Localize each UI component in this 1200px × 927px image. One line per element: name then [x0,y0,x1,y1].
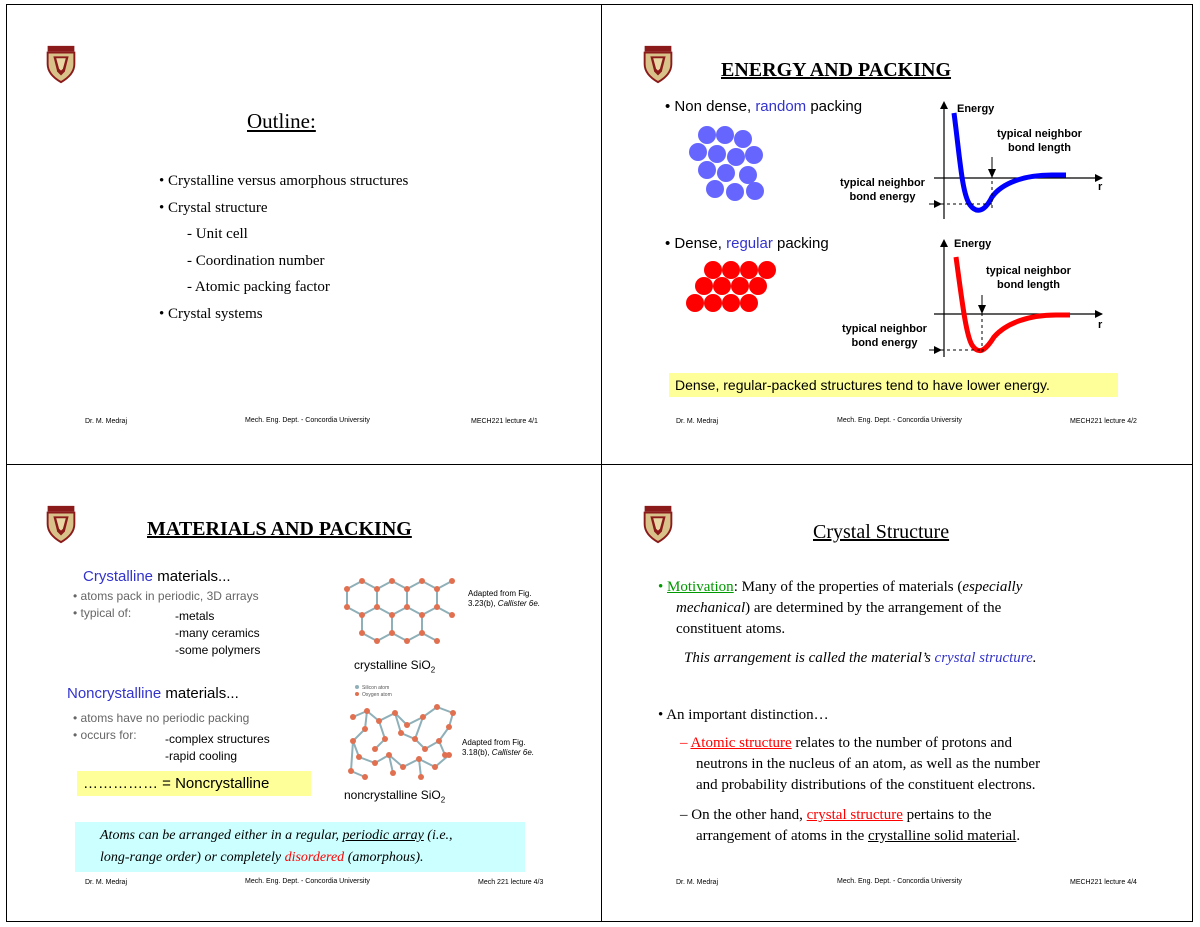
r-axis-label: r [1098,181,1103,193]
bond-energy-label [842,322,927,350]
footer-author: Dr. M. Medraj [85,879,128,886]
crystal-text: . [1016,828,1021,844]
slide-outline [6,4,602,465]
footer-author: Dr. M. Medraj [676,879,719,886]
university-logo [44,503,78,545]
noncrystalline-sio2-diagram [345,697,465,781]
crystalline-heading [83,568,231,585]
energy-graph-random [834,99,1104,224]
adapted-source: Callister 6e. [491,748,535,757]
distinction-text: An important distinction… [666,707,829,723]
noncrystalline-point: • occurs for: [73,728,137,742]
outline-subitem: - Coordination number [187,252,325,269]
motivation-italic: mechanical [676,600,746,616]
motivation-text: : Many of the properties of materials ( [733,579,963,595]
summary-disordered: disordered [284,850,345,865]
slide-energy-packing [601,4,1193,465]
motivation-text: ) are determined by the arrangement of the [745,600,1002,616]
motivation-text: constituent atoms. [676,621,786,637]
summary-text: long-range order) or completely [100,850,285,865]
slide-title: Outline: [247,109,316,133]
footer-dept: Mech. Eng. Dept. - Concordia University [837,878,962,885]
slide-title: MATERIALS AND PACKING [147,518,412,540]
nondense-post: packing [806,98,863,115]
adapted-source: Callister 6e. [497,599,541,608]
crystal-text: arrangement of atoms in the [696,828,869,844]
crystalline-point: • typical of: [73,606,132,620]
noncrystalline-highlight: …………… = Noncrystalline [77,771,311,796]
adapted-line: Adapted from Fig. [462,738,526,747]
atomic-text: neutrons in the nucleus of an atom, as well as the number [696,756,1041,772]
crystalline-accent: Crystalline [83,568,154,585]
nondense-heading [665,98,862,115]
slide-materials-packing [6,464,602,922]
arrangement-accent: crystal structure [934,650,1033,666]
legend-silicon: Silicon atom [362,685,390,691]
bond-length-label [997,127,1082,155]
slide-title: Crystal Structure [813,521,950,543]
nondense-accent: random [755,98,807,115]
occurs-item: -complex structures [165,732,270,746]
typical-item: -metals [175,609,215,623]
summary-box [75,822,525,872]
energy-axis-label: Energy [954,238,992,250]
adapted-line: 3.18(b), [462,748,492,757]
footer-page: Mech 221 lecture 4/3 [478,879,544,886]
bond-energy-line2: bond energy [849,191,916,203]
crystal-text: pertains to the [902,807,992,823]
bond-length-line2: bond length [1008,142,1071,154]
outline-item: • Crystalline versus amorphous structures [159,173,409,189]
atomic-dash: – [680,735,691,751]
noncrystalline-for-list [165,731,270,765]
bond-energy-line1: typical neighbor [842,323,927,335]
crystalline-post: materials... [153,568,231,585]
footer-dept: Mech. Eng. Dept. - Concordia University [245,878,370,885]
summary-text: Atoms can be arranged either in a regular, [100,828,343,843]
footer-page: MECH221 lecture 4/4 [1070,879,1137,886]
footer-dept: Mech. Eng. Dept. - Concordia University [837,417,962,424]
typical-item: -many ceramics [175,626,260,640]
motivation-italic: especially [962,579,1023,595]
caption-text: noncrystalline SiO [344,788,441,802]
adapted-line: Adapted from Fig. [468,589,532,598]
university-logo [641,503,675,545]
atomic-term: Atomic structure [690,735,792,751]
crystalline-point: • atoms pack in periodic, 3D arrays [73,589,259,603]
arrangement-text: . [1032,650,1037,666]
nondense-pre: • Non dense, [665,98,756,115]
bond-length-line2: bond length [997,279,1060,291]
noncrystalline-post: materials... [161,685,239,702]
bond-length-line1: typical neighbor [986,265,1071,277]
noncrystalline-point: • atoms have no periodic packing [73,711,250,725]
footer-dept: Mech. Eng. Dept. - Concordia University [245,417,370,424]
caption-sub: 2 [440,795,446,805]
highlight-note: Dense, regular-packed structures tend to have lower energy. [669,373,1118,397]
crystal-structure-paragraph [680,805,1020,847]
adapted-note-1 [468,589,540,609]
arrangement-line [684,650,1036,667]
outline-subitem: - Unit cell [187,226,248,242]
university-logo [641,43,675,85]
crystalline-sio2-diagram [337,569,463,649]
outline-item: • Crystal structure [159,199,268,216]
bond-energy-line1: typical neighbor [840,177,925,189]
summary-periodic: periodic array [342,828,424,843]
atomic-text: and probability distributions of the constituent electrons. [696,777,1036,793]
crystal-underlined: crystalline solid material [868,828,1017,844]
dense-accent: regular [726,235,773,252]
distinction-heading: • An important distinction… [658,707,829,723]
regular-packing-diagram [686,260,778,318]
summary-text: (amorphous). [344,850,424,865]
outline-list [159,168,408,327]
legend-oxygen: Oxygen atom [362,692,392,698]
crystal-term: crystal structure [806,807,903,823]
footer-author: Dr. M. Medraj [85,418,128,425]
crystalline-typical-list [175,608,260,659]
adapted-note-2 [462,738,534,758]
atomic-structure-paragraph [680,733,1040,796]
dense-heading [665,235,829,252]
bond-length-line1: typical neighbor [997,128,1082,140]
university-logo [44,43,78,85]
r-axis-label: r [1098,319,1103,331]
slide-crystal-structure [601,464,1193,922]
outline-item: • Crystal systems [159,305,263,322]
outline-subitem: - Atomic packing factor [187,279,330,295]
bond-length-label [986,264,1071,292]
motivation-paragraph: • Motivation: Many of the properties of materials (especially mechanical) are determined by the arrangement of the constituent atoms. [658,577,1022,640]
slide-title: ENERGY AND PACKING [721,59,952,81]
occurs-item: -rapid cooling [165,749,238,763]
bond-energy-line2: bond energy [851,337,918,349]
caption-text: crystalline SiO [354,658,431,672]
dense-post: packing [772,235,829,252]
crystalline-caption [354,658,435,674]
dense-pre: • Dense, [665,235,727,252]
bond-energy-label [840,176,925,204]
crystal-text: – On the other hand, [680,807,807,823]
adapted-line: 3.23(b), [468,599,498,608]
footer-author: Dr. M. Medraj [676,418,719,425]
typical-item: -some polymers [175,643,261,657]
atomic-text: relates to the number of protons and [791,735,1013,751]
noncrystalline-heading [67,685,239,702]
noncrystalline-accent: Noncrystalline [67,685,162,702]
caption-sub: 2 [430,665,436,675]
motivation-label: Motivation [667,579,734,595]
footer-page: MECH221 lecture 4/2 [1070,418,1137,425]
footer-page: MECH221 lecture 4/1 [471,418,538,425]
random-packing-diagram [687,125,767,205]
energy-axis-label: Energy [957,103,995,115]
arrangement-text: This arrangement is called the material’s [684,650,935,666]
noncrystalline-caption [344,788,445,804]
summary-text: (i.e., [423,828,453,843]
